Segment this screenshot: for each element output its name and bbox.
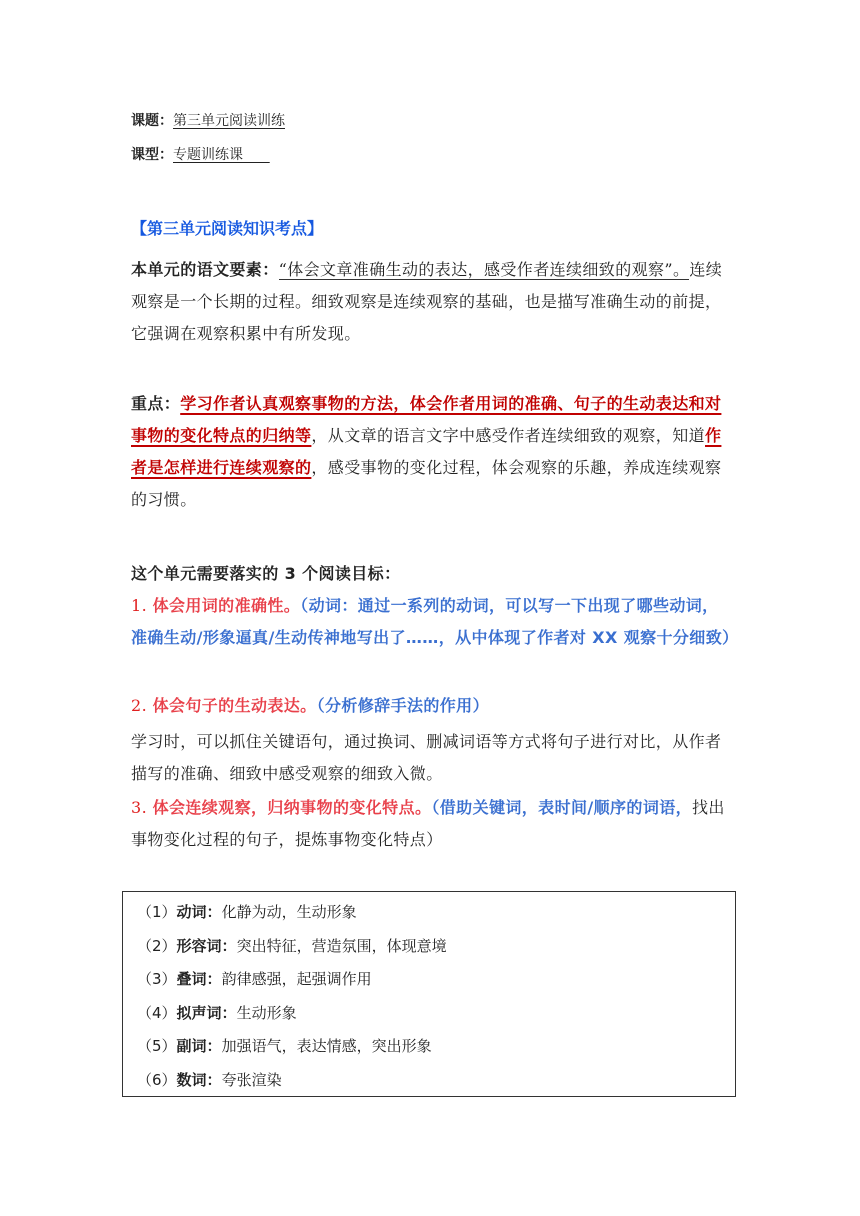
word-types-box: [122, 891, 736, 1097]
box-item-adjective: （2）形容词：突出特征，营造氛围，体现意境: [137, 937, 447, 955]
box-item-onomatopoeia: （4）拟声词：生动形象: [137, 1004, 297, 1022]
course-line: [131, 111, 285, 131]
elements-text: 连续观察是一个长期的过程。细致观察是连续观察的基础，也是描写准确生动的前提，它强调在观察积累中有所发现。: [131, 260, 723, 343]
type-line: [131, 145, 270, 165]
goal-2-text: 学习时，可以抓住关键语句，通过换词、删减词语等方式将句子进行对比，从作者描写的准确、细致中感受观察的细致入微。: [131, 732, 722, 783]
type-value: 专题训练课: [173, 147, 243, 163]
box-item-reduplicated: （3）叠词：韵律感强，起强调作用: [137, 970, 372, 988]
course-label: 课题：: [131, 113, 173, 129]
goal-1-title: 体会用词的准确性。: [152, 596, 301, 615]
goal-3-title: 体会连续观察，归纳事物的变化特点。: [152, 798, 432, 817]
goal-1: [131, 590, 739, 654]
goal-2-note: （分析修辞手法的作用）: [316, 696, 489, 715]
focus-paragraph: [131, 388, 731, 516]
box-item-numeral: （6）数词：夸张渲染: [137, 1071, 282, 1089]
elements-quote: “体会文章准确生动的表达，感受作者连续细致的观察”。: [278, 260, 690, 279]
goal-3: [131, 792, 731, 856]
goal-3-number: 3.: [131, 798, 153, 817]
elements-label: 本单元的语文要素：: [131, 260, 279, 279]
focus-label: 重点：: [131, 394, 181, 413]
goal-2-number: 2.: [131, 696, 153, 715]
box-item-adverb: （5）副词：加强语气，表达情感，突出形象: [137, 1037, 432, 1055]
goals-heading: 这个单元需要落实的 3 个阅读目标：: [131, 564, 401, 583]
focus-text-1: ，从文章的语言文字中感受作者连续细致的观察，知道: [311, 426, 706, 445]
focus-highlight-2: 作者是怎样进行连续观察的: [131, 426, 722, 477]
section-title: 【第三单元阅读知识考点】: [131, 219, 324, 238]
course-value: 第三单元阅读训练: [173, 113, 285, 129]
box-item-verb: （1）动词：化静为动，生动形象: [137, 903, 357, 921]
goal-2-title: 体会句子的生动表达。: [152, 696, 317, 715]
type-label: 课型：: [131, 147, 173, 163]
focus-highlight-1: 学习作者认真观察事物的方法，体会作者用词的准确、句子的生动表达和对事物的变化特点的归纳等: [131, 394, 722, 445]
elements-paragraph: [131, 254, 731, 350]
focus-text-2: ，感受事物的变化过程，体会观察的乐趣，养成连续观察的习惯。: [131, 458, 722, 509]
goal-2: [131, 690, 731, 722]
goal-3-note: （借助关键词，表时间/顺序的词语，: [431, 798, 693, 817]
goal-1-note: （动词：通过一系列的动词，可以写一下出现了哪些动词，准确生动/形象逼真/生动传神地写出了……，从中体现了作者对 XX 观察十分细致）: [131, 596, 739, 647]
goal-1-number: 1.: [131, 596, 153, 615]
goal-3-text: 找出事物变化过程的句子，提炼事物变化特点）: [131, 798, 725, 849]
